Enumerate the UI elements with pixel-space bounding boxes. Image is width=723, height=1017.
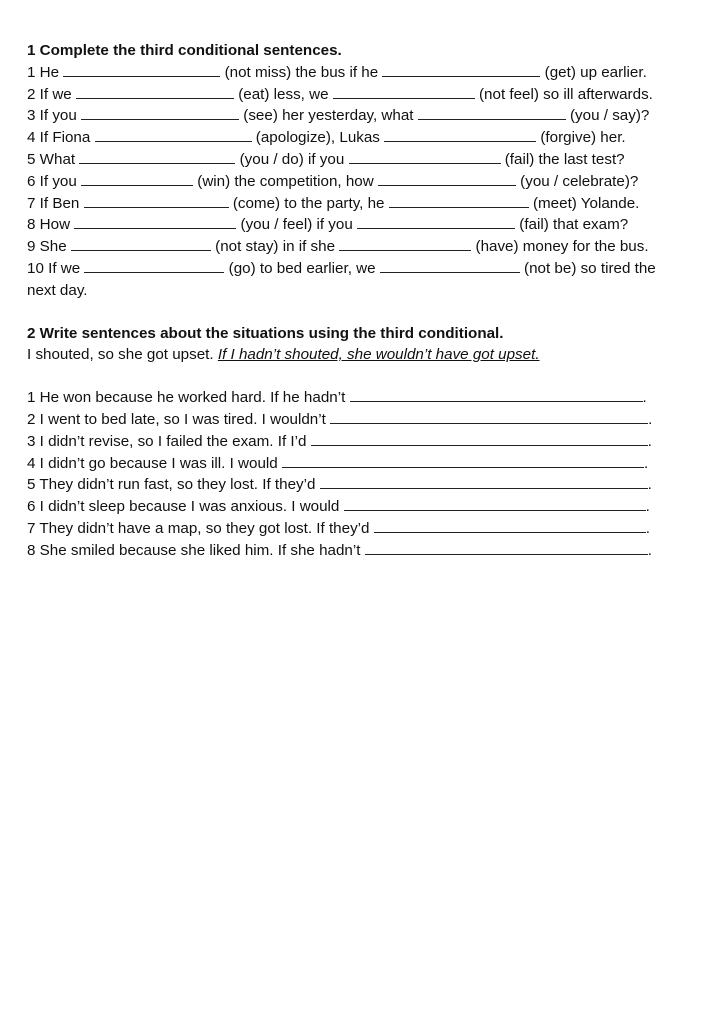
line-text-middle: (apologize), Lukas bbox=[255, 129, 380, 147]
exercise-2-item-8 bbox=[27, 540, 697, 562]
exercise-1-line-8 bbox=[27, 214, 697, 236]
line-text-end: (not be) so tired the bbox=[524, 259, 656, 277]
line-text-middle: (you / feel) if you bbox=[240, 216, 353, 234]
answer-blank[interactable] bbox=[76, 84, 234, 99]
answer-blank[interactable] bbox=[339, 236, 471, 251]
answer-blank[interactable] bbox=[320, 474, 648, 489]
answer-blank[interactable] bbox=[330, 409, 648, 424]
item-prompt: 2 I went to bed late, so I was tired. I wouldn’t bbox=[27, 410, 326, 428]
exercise-1-line-2 bbox=[27, 84, 697, 106]
line-text-middle: (not stay) in if she bbox=[215, 238, 336, 256]
end-mark: . bbox=[647, 476, 652, 494]
end-mark: . bbox=[645, 498, 650, 516]
answer-blank[interactable] bbox=[84, 258, 224, 273]
line-text-end: (fail) that exam? bbox=[519, 216, 629, 234]
exercise-2-item-3 bbox=[27, 431, 697, 453]
exercise-2-item-6 bbox=[27, 496, 697, 518]
line-text-middle: (not miss) the bus if he bbox=[224, 63, 379, 81]
exercise-1-line-5 bbox=[27, 149, 697, 171]
section-spacer bbox=[27, 366, 697, 387]
answer-blank[interactable] bbox=[384, 127, 536, 142]
answer-blank[interactable] bbox=[349, 149, 501, 164]
end-mark: . bbox=[642, 389, 647, 407]
exercise-1-line-6 bbox=[27, 171, 697, 193]
line-text-end: (forgive) her. bbox=[540, 129, 626, 147]
answer-blank[interactable] bbox=[84, 193, 229, 208]
line-text-start: 5 What bbox=[27, 150, 76, 168]
section-spacer bbox=[27, 302, 697, 323]
section-2-heading: 2 Write sentences about the situations using the third conditional. bbox=[27, 324, 504, 342]
answer-blank[interactable] bbox=[374, 518, 646, 533]
exercise-2-item-2 bbox=[27, 409, 697, 431]
line-text-start: 4 If Fiona bbox=[27, 129, 91, 147]
item-prompt: 7 They didn’t have a map, so they got lost. If they’d bbox=[27, 519, 370, 537]
line-text-end: (get) up earlier. bbox=[544, 63, 647, 81]
line-text-start: 6 If you bbox=[27, 172, 77, 190]
example-prompt: I shouted, so she got upset. bbox=[27, 346, 214, 364]
line-text-end: (have) money for the bus. bbox=[475, 238, 649, 256]
item-prompt: 3 I didn’t revise, so I failed the exam. If I’d bbox=[27, 432, 307, 450]
item-prompt: 8 She smiled because she liked him. If she hadn’t bbox=[27, 541, 361, 559]
exercise-2-item-1 bbox=[27, 387, 697, 409]
line-text-start: 8 How bbox=[27, 216, 71, 234]
answer-blank[interactable] bbox=[365, 540, 648, 555]
line-text-end: (you / celebrate)? bbox=[520, 172, 639, 190]
answer-blank[interactable] bbox=[344, 496, 646, 511]
answer-blank[interactable] bbox=[333, 84, 475, 99]
example-answer: If I hadn’t shouted, she wouldn’t have got upset. bbox=[217, 346, 540, 364]
exercise-1-line-7 bbox=[27, 193, 697, 215]
line-text-end: (meet) Yolande. bbox=[532, 194, 640, 212]
exercise-1-line-3 bbox=[27, 105, 697, 127]
answer-blank[interactable] bbox=[418, 105, 566, 120]
line-text-start: 3 If you bbox=[27, 107, 77, 125]
answer-blank[interactable] bbox=[311, 431, 648, 446]
answer-blank[interactable] bbox=[81, 105, 239, 120]
line-text-start: 9 She bbox=[27, 238, 67, 256]
line-text-end: (you / say)? bbox=[569, 107, 650, 125]
answer-blank[interactable] bbox=[63, 62, 220, 77]
item-prompt: 6 I didn’t sleep because I was anxious. I would bbox=[27, 498, 340, 516]
answer-blank[interactable] bbox=[81, 171, 193, 186]
end-mark: . bbox=[647, 541, 652, 559]
line-text-middle: (see) her yesterday, what bbox=[243, 107, 414, 125]
exercise-2-item-7 bbox=[27, 518, 697, 540]
answer-blank[interactable] bbox=[79, 149, 235, 164]
exercise-1-line-10-continuation: next day. bbox=[27, 281, 88, 299]
end-mark: . bbox=[648, 410, 653, 428]
line-text-middle: (come) to the party, he bbox=[232, 194, 385, 212]
exercise-1-line-1 bbox=[27, 62, 697, 84]
end-mark: . bbox=[643, 454, 649, 472]
item-prompt: 4 I didn’t go because I was ill. I would bbox=[27, 454, 278, 472]
answer-blank[interactable] bbox=[382, 62, 540, 77]
line-text-start: 7 If Ben bbox=[27, 194, 80, 212]
line-text-end: (fail) the last test? bbox=[504, 150, 625, 168]
line-text-middle: (you / do) if you bbox=[239, 150, 345, 168]
end-mark: . bbox=[647, 432, 652, 450]
exercise-1-line-4 bbox=[27, 127, 697, 149]
section-1-heading: 1 Complete the third conditional sentences. bbox=[27, 42, 342, 59]
answer-blank[interactable] bbox=[389, 193, 529, 208]
answer-blank[interactable] bbox=[380, 258, 520, 273]
line-text-start: 10 If we bbox=[27, 259, 81, 277]
answer-blank[interactable] bbox=[378, 171, 516, 186]
line-text-start: 1 He bbox=[27, 63, 60, 81]
answer-blank[interactable] bbox=[357, 214, 515, 229]
exercise-2-item-5 bbox=[27, 474, 697, 496]
item-prompt: 1 He won because he worked hard. If he hadn’t bbox=[27, 389, 346, 407]
line-text-middle: (eat) less, we bbox=[238, 85, 329, 103]
line-text-end: (not feel) so ill afterwards. bbox=[479, 85, 653, 103]
example-line bbox=[27, 344, 697, 366]
line-text-middle: (win) the competition, how bbox=[197, 172, 374, 190]
answer-blank[interactable] bbox=[95, 127, 252, 142]
item-prompt: 5 They didn’t run fast, so they lost. If they’d bbox=[27, 476, 316, 494]
exercise-1-line-9 bbox=[27, 236, 697, 258]
line-text-middle: (go) to bed earlier, we bbox=[228, 259, 376, 277]
answer-blank[interactable] bbox=[282, 453, 644, 468]
line-text-start: 2 If we bbox=[27, 85, 72, 103]
worksheet-content bbox=[27, 40, 697, 562]
exercise-1-line-10 bbox=[27, 258, 697, 280]
exercise-2-item-4 bbox=[27, 453, 697, 475]
answer-blank[interactable] bbox=[71, 236, 211, 251]
answer-blank[interactable] bbox=[74, 214, 236, 229]
end-mark: . bbox=[645, 519, 650, 537]
answer-blank[interactable] bbox=[350, 387, 643, 402]
